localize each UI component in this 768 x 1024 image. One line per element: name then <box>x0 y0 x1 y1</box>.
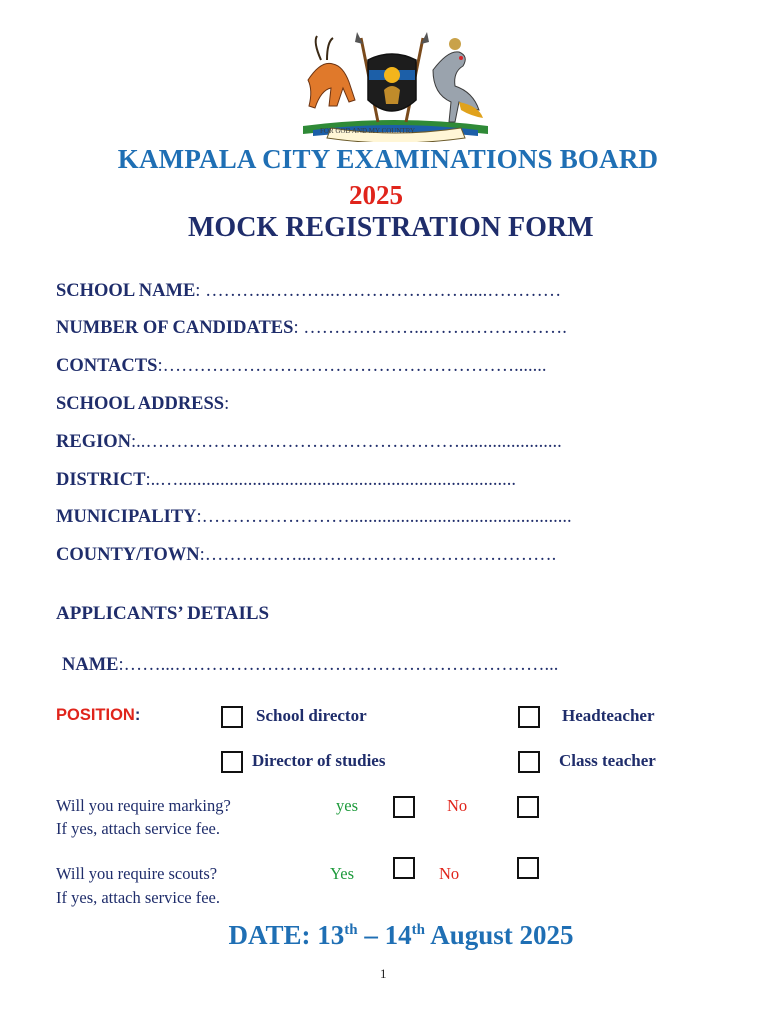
position-label: POSITION: <box>56 706 141 724</box>
option-class-teacher-label: Class teacher <box>559 751 656 770</box>
field-label: MUNICIPALITY <box>56 507 197 527</box>
field-dots: ………..………..………………….....………… <box>205 281 562 301</box>
field-separator: : <box>196 507 202 527</box>
option-headteacher-label: Headteacher <box>562 706 655 725</box>
checkbox-marking-no[interactable] <box>517 796 539 818</box>
page-number: 1 <box>380 966 387 981</box>
field-label: SCHOOL NAME <box>56 281 196 301</box>
question-marking-note: If yes, attach service fee. <box>56 819 220 838</box>
applicants-heading: APPLICANTS’ DETAILS <box>56 603 270 624</box>
checkbox-marking-yes[interactable] <box>393 796 415 818</box>
question-scouts: Will you require scouts? <box>56 864 218 883</box>
question-marking: Will you require marking? <box>56 796 231 815</box>
scouts-no-label: No <box>439 864 460 883</box>
question-scouts-note: If yes, attach service fee. <box>56 888 220 907</box>
registration-date: DATE: 13th – 14th August 2025 <box>228 920 574 950</box>
field-separator: : <box>195 281 206 301</box>
field-county-town[interactable] <box>56 545 556 566</box>
checkbox-scouts-no[interactable] <box>517 857 539 879</box>
field-school-address[interactable] <box>56 394 229 415</box>
board-title: KAMPALA CITY EXAMINATIONS BOARD <box>117 144 659 174</box>
field-label: NUMBER OF CANDIDATES <box>56 318 294 338</box>
field-label: CONTACTS <box>56 356 158 376</box>
field-dots: …......................................................................... <box>159 470 516 490</box>
scouts-yes-label: Yes <box>330 864 355 883</box>
field-label: SCHOOL ADDRESS <box>56 394 225 414</box>
form-year: 2025 <box>349 180 403 210</box>
coat-of-arms <box>283 30 505 142</box>
field-separator: : <box>293 318 304 338</box>
checkbox-headteacher[interactable] <box>518 706 540 728</box>
field-separator: : <box>199 545 205 565</box>
marking-yes-label: yes <box>336 796 358 815</box>
uganda-coat-of-arms-icon <box>283 30 505 142</box>
field-dots: ……………...…………………………………. <box>204 545 557 565</box>
field-label: COUNTY/TOWN <box>56 545 200 565</box>
field-school-name[interactable] <box>56 281 561 302</box>
field-applicant-name[interactable] <box>62 655 558 676</box>
field-dots: ………………...…….……………. <box>303 318 567 338</box>
option-school-director-label: School director <box>256 706 367 725</box>
field-separator: :.. <box>131 432 146 452</box>
field-contacts[interactable] <box>56 356 546 377</box>
checkbox-school-director[interactable] <box>221 706 243 728</box>
field-label: NAME <box>62 655 119 675</box>
checkbox-scouts-yes[interactable] <box>393 857 415 879</box>
field-dots: :……...……………………………………………………... <box>118 655 559 675</box>
field-label: DISTRICT <box>56 470 146 490</box>
field-dots: ……………………………………………...................... <box>145 432 562 452</box>
field-region[interactable] <box>56 432 562 453</box>
option-director-of-studies-label: Director of studies <box>252 751 386 770</box>
field-number-of-candidates[interactable] <box>56 318 567 339</box>
field-separator: :.. <box>145 470 160 490</box>
form-title: MOCK REGISTRATION FORM <box>188 212 594 243</box>
field-district[interactable] <box>56 470 516 491</box>
field-label: REGION <box>56 432 132 452</box>
field-municipality[interactable] <box>56 507 572 528</box>
coat-of-arms-motto: FOR GOD AND MY COUNTRY <box>320 127 416 135</box>
checkbox-class-teacher[interactable] <box>518 751 540 773</box>
field-dots: ……………………................................................ <box>201 507 572 527</box>
checkbox-director-of-studies[interactable] <box>221 751 243 773</box>
marking-no-label: No <box>447 796 468 815</box>
field-dots: …………………………………………………....... <box>162 356 547 376</box>
field-separator: : <box>157 356 163 376</box>
field-separator: : <box>224 394 230 414</box>
